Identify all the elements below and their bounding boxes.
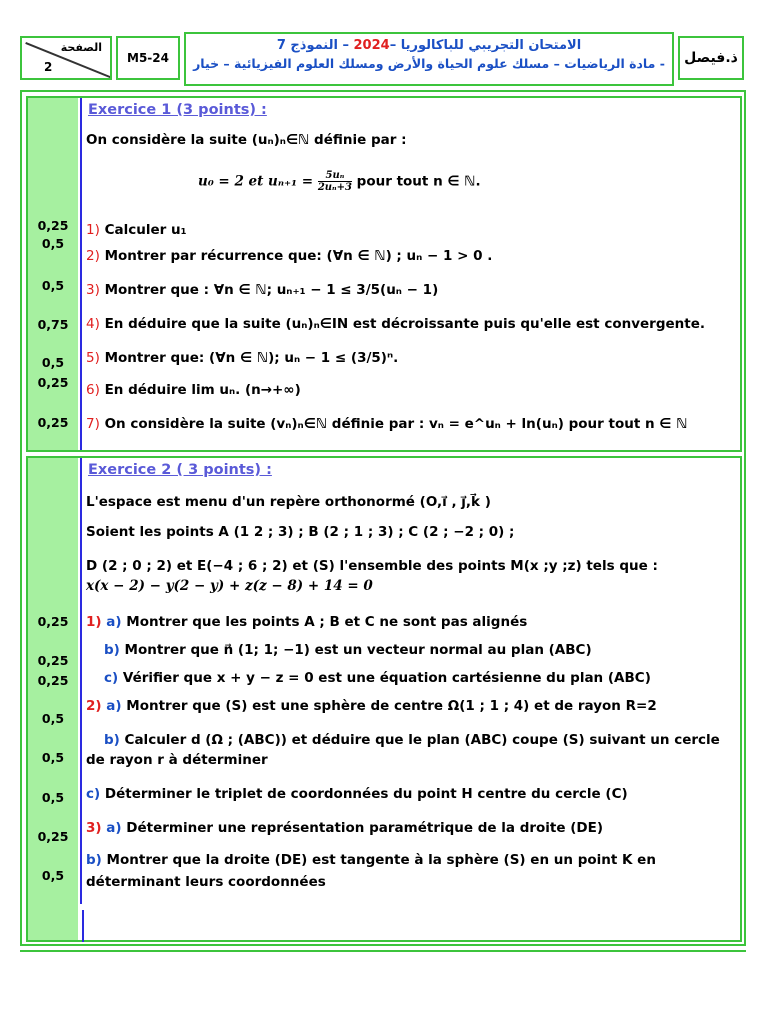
page-number: 2	[44, 60, 53, 74]
question-1: 1) Calculer u₁	[86, 222, 187, 238]
question-3b: b) Montrer que la droite (DE) est tangente à la sphère (S) en un point K en	[86, 852, 656, 868]
question-2b-continued: de rayon r à déterminer	[86, 752, 268, 768]
exam-code: M5-24	[116, 36, 180, 80]
sequence-definition: u₀ = 2 et uₙ₊₁ = $\frac{\text{5uₙ}}{\text{2uₙ+3}}$ pour tout n ∈ ℕ.	[198, 170, 481, 193]
question-2: 2) Montrer par récurrence que: (∀n ∈ ℕ) ; uₙ − 1 > 0 .	[86, 248, 493, 264]
score: 0,25	[37, 653, 69, 668]
score: 0,5	[41, 236, 65, 251]
score: 0,75	[37, 317, 69, 332]
score: 0,5	[41, 750, 65, 765]
score: 0,5	[41, 355, 65, 370]
page-number-box	[20, 36, 112, 80]
score: 0,5	[41, 868, 65, 883]
exercise-2-section	[26, 456, 742, 942]
exercise-2-title: Exercice 2 ( 3 points) :	[88, 462, 272, 478]
margin-line	[80, 458, 82, 904]
question-1b: b) Montrer que n⃗ (1; 1; −1) est un vecteur normal au plan (ABC)	[104, 642, 592, 658]
score: 0,25	[37, 829, 69, 844]
coordinate-system-line: L'espace est menu d'un repère orthonormé (O,i⃗ , j⃗,k⃗ )	[86, 494, 491, 510]
question-1c: c) Vérifier que x + y − z = 0 est une équation cartésienne du plan (ABC)	[104, 670, 651, 686]
score-column	[28, 98, 78, 450]
sphere-equation: x(x − 2) − y(2 − y) + z(z − 8) + 14 = 0	[86, 578, 373, 594]
footer-rule	[20, 950, 746, 952]
margin-line	[80, 98, 82, 450]
score-column	[28, 458, 78, 940]
question-3a: 3) a) Déterminer une représentation paramétrique de la droite (DE)	[86, 820, 604, 836]
exercise-1-section	[26, 96, 742, 452]
question-6: 6) En déduire lim uₙ. (n→+∞)	[86, 382, 301, 398]
page-label: الصفحة	[60, 41, 102, 54]
points-abc-line: Soient les points A (1 2 ; 3) ; B (2 ; 1 ; 3) ; C (2 ; −2 ; 0) ;	[86, 524, 515, 540]
score: 0,25	[37, 375, 69, 390]
question-2a: 2) a) Montrer que (S) est une sphère de centre Ω(1 ; 1 ; 4) et de rayon R=2	[86, 698, 657, 714]
fraction: $\frac{\text{5uₙ}}{\text{2uₙ+3}}$	[317, 170, 352, 193]
question-5: 5) Montrer que: (∀n ∈ ℕ); uₙ − 1 ≤ (3/5)ⁿ.	[86, 350, 399, 366]
question-1a: 1) a) Montrer que les points A ; B et C ne sont pas alignés	[86, 614, 528, 630]
points-de-line: D (2 ; 0 ; 2) et E(−4 ; 6 ; 2) et (S) l'ensemble des points M(x ;y ;z) tels que :	[86, 558, 658, 574]
score: 0,5	[41, 790, 65, 805]
exam-title: الامتحان التجريبي للباكالوريا –2024 – النموذج 7	[276, 38, 582, 53]
question-2b: b) Calculer d (Ω ; (ABC)) et déduire que le plan (ABC) coupe (S) suivant un cercle	[104, 732, 720, 748]
exam-title-box	[184, 32, 674, 86]
exam-subtitle: - مادة الرياضيات – مسلك علوم الحياة والأرض ومسلك العلوم الفيزيائية – خيار	[193, 56, 665, 71]
exam-frame	[20, 90, 746, 946]
question-2c: c) Déterminer le triplet de coordonnées du point H centre du cercle (C)	[86, 786, 628, 802]
score: 0,5	[41, 278, 65, 293]
question-7: 7) On considère la suite (vₙ)ₙ∈ℕ définie par : vₙ = e^uₙ + ln(uₙ) pour tout n ∈ ℕ	[86, 416, 688, 432]
score: 0,25	[37, 218, 69, 233]
text-cursor	[82, 910, 84, 942]
question-3b-continued: déterminant leurs coordonnées	[86, 874, 326, 890]
score: 0,25	[37, 673, 69, 688]
question-4: 4) En déduire que la suite (uₙ)ₙ∈IN est décroissante puis qu'elle est convergente.	[86, 316, 706, 332]
exercise-1-title: Exercice 1 (3 points) :	[88, 102, 267, 118]
score: 0,5	[41, 711, 65, 726]
score: 0,25	[37, 614, 69, 629]
score: 0,25	[37, 415, 69, 430]
question-3: 3) Montrer que : ∀n ∈ ℕ; uₙ₊₁ − 1 ≤ 3/5(uₙ − 1)	[86, 282, 439, 298]
author-name: ذ.فيصل	[678, 36, 744, 80]
exercise-1-intro: On considère la suite (uₙ)ₙ∈ℕ définie par :	[86, 132, 407, 148]
exam-year: 2024	[353, 38, 390, 53]
